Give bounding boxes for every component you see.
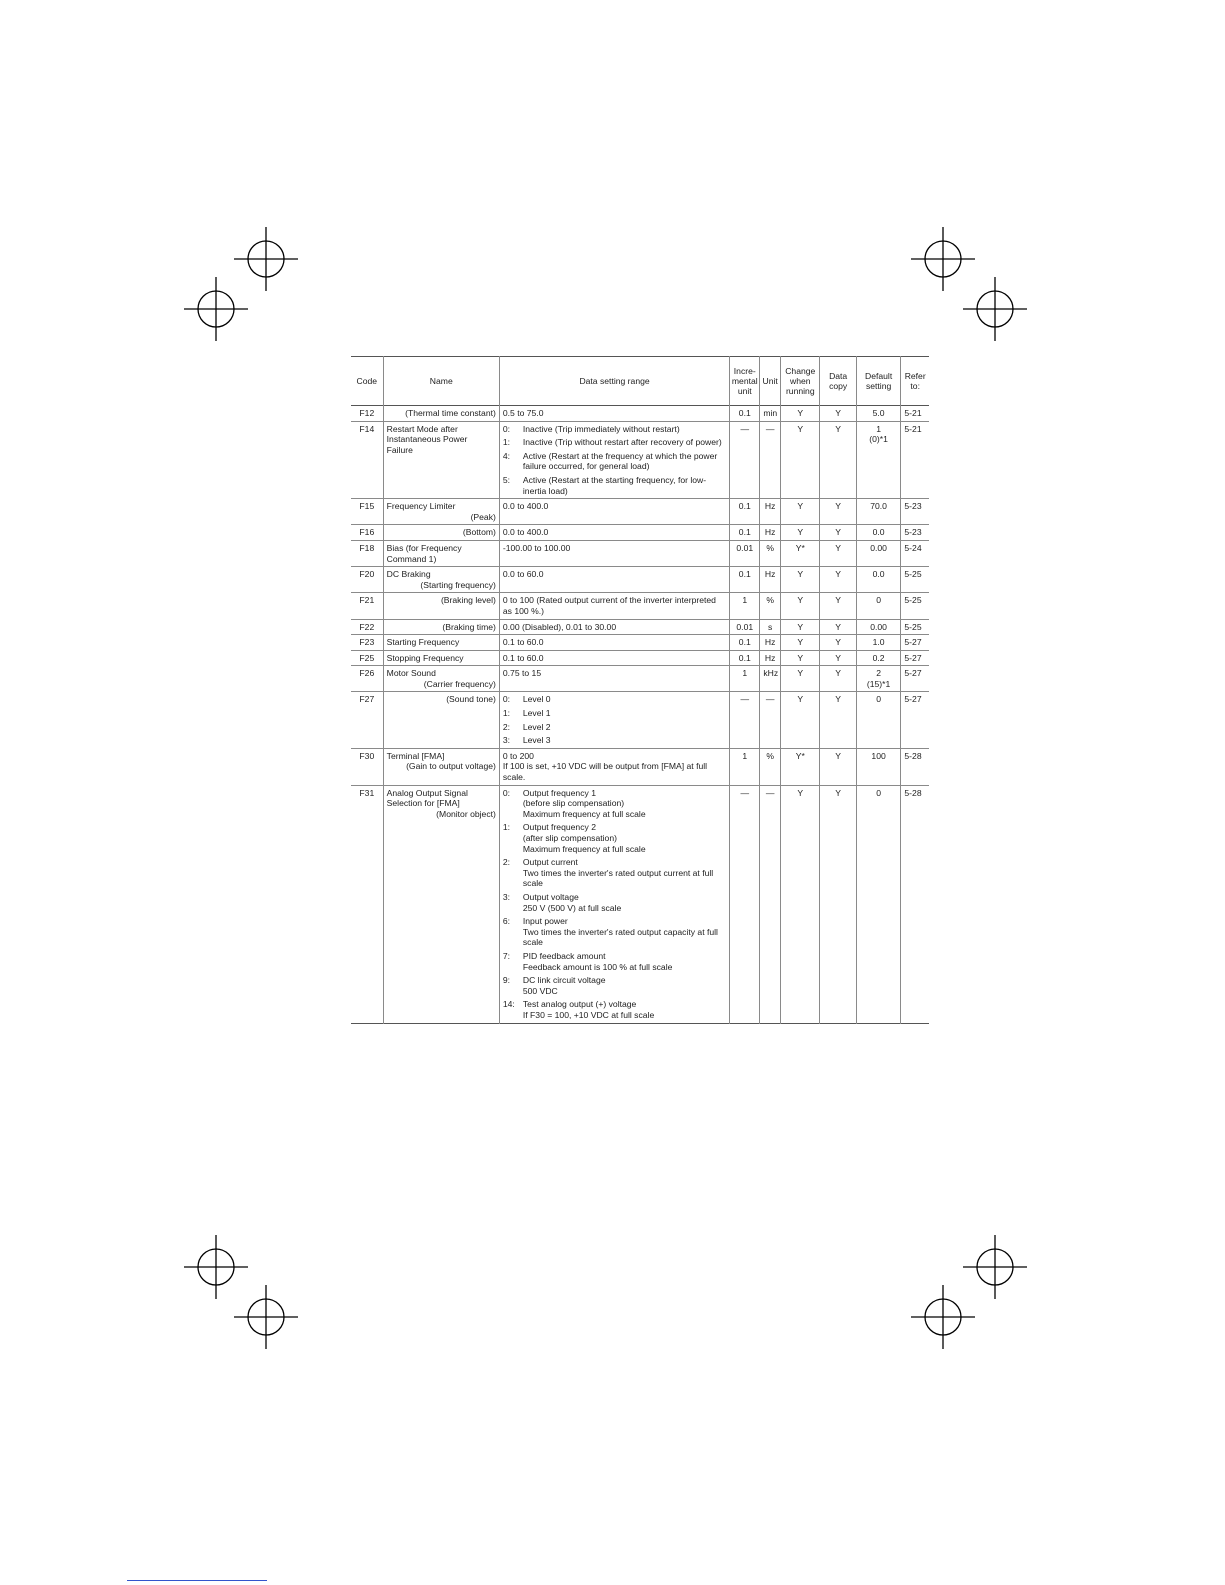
parameter-subname: (Peak) (470, 511, 496, 522)
header-refer: Refer to: (901, 357, 929, 406)
parameter-subname: (Sound tone) (446, 694, 496, 705)
cell-code: F30 (359, 750, 375, 761)
setting-option (503, 722, 726, 733)
cell-increment: 0.1 (730, 525, 760, 541)
setting-range: 0.75 to 15 (502, 668, 542, 679)
cell-refer: 5-27 (901, 666, 929, 692)
cell-unit: Hz (760, 525, 781, 541)
cell-code: F16 (359, 527, 375, 538)
setting-option (503, 424, 726, 435)
cell-name (383, 567, 499, 593)
cell-range (499, 692, 729, 748)
cell-refer: 5-28 (901, 748, 929, 785)
cell-code: F26 (359, 668, 375, 679)
setting-range: 0.0 to 400.0 (502, 527, 549, 538)
cell-increment: 0.1 (730, 635, 760, 651)
option-text: Active (Restart at the frequency at which the power failure occurred, for general load) (522, 450, 718, 472)
option-number: 14: (502, 999, 515, 1010)
cell-range (499, 540, 729, 566)
cell-unit: % (760, 540, 781, 566)
setting-option (503, 708, 726, 719)
header-name: Name (383, 357, 499, 406)
parameter-name: Analog Output Signal Selection for [FMA] (386, 787, 468, 809)
parameter-name: Frequency Limiter (386, 501, 456, 512)
cell-unit: % (760, 748, 781, 785)
cell-name (383, 619, 499, 635)
cell-code: F21 (359, 595, 375, 606)
cell-code: F23 (359, 637, 375, 648)
cell-change: Y (781, 525, 820, 541)
cell-change: Y (781, 593, 820, 619)
option-text: Level 1 (522, 708, 551, 719)
header-copy: Data copy (820, 357, 856, 406)
setting-range: 0.5 to 75.0 (502, 408, 544, 418)
parameter-name: DC Braking (386, 569, 431, 580)
header-change: Change when running (781, 357, 820, 406)
parameter-name: Terminal [FMA] (386, 750, 445, 761)
cell-unit: — (760, 692, 781, 748)
cell-name (383, 421, 499, 499)
setting-option (503, 475, 726, 496)
parameter-subname: (Carrier frequency) (423, 678, 496, 689)
cell-change: Y (781, 650, 820, 666)
table-row (351, 540, 929, 566)
cell-increment: 0.1 (730, 567, 760, 593)
setting-option (503, 788, 726, 820)
cell-unit: Hz (760, 635, 781, 651)
table-header-row (351, 357, 929, 406)
option-text: Inactive (Trip immediately without restart) (522, 423, 680, 434)
setting-option (503, 451, 726, 472)
cell-copy: Y (820, 748, 856, 785)
parameter-name: Bias (for Frequency Command 1) (386, 542, 462, 564)
option-text: Test analog output (+) voltage If F30 = 100, +10 VDC at full scale (522, 999, 655, 1020)
cell-copy: Y (820, 406, 856, 422)
cell-name (383, 593, 499, 619)
setting-range: 0 to 100 (Rated output current of the inverter interpreted as 100 %.) (502, 595, 716, 616)
cell-unit: Hz (760, 499, 781, 525)
cell-refer: 5-21 (901, 421, 929, 499)
cell-copy: Y (820, 593, 856, 619)
cell-change: Y (781, 406, 820, 422)
cell-default: 70.0 (856, 499, 901, 525)
cell-default: 0.00 (856, 619, 901, 635)
parameter-subname: (Thermal time constant) (405, 408, 496, 418)
cell-refer: 5-27 (901, 635, 929, 651)
table-row (351, 593, 929, 619)
setting-option (503, 694, 726, 705)
cell-range (499, 650, 729, 666)
option-number: 3: (502, 735, 511, 746)
option-number: 0: (502, 694, 511, 705)
cell-range (499, 666, 729, 692)
option-number: 4: (502, 450, 511, 461)
header-unit: Unit (760, 357, 781, 406)
cell-refer: 5-23 (901, 525, 929, 541)
cell-code: F20 (359, 569, 375, 580)
cell-name (383, 406, 499, 422)
footer-underline (127, 1580, 267, 1581)
cell-name (383, 692, 499, 748)
cell-change: Y (781, 421, 820, 499)
cell-name (383, 540, 499, 566)
cell-name (383, 650, 499, 666)
cell-range (499, 785, 729, 1023)
cell-code: F14 (359, 423, 375, 434)
parameter-name: Stopping Frequency (386, 652, 464, 663)
table-row (351, 619, 929, 635)
table-row (351, 635, 929, 651)
cell-range (499, 593, 729, 619)
cell-change: Y (781, 692, 820, 748)
setting-range: 0.00 (Disabled), 0.01 to 30.00 (502, 621, 617, 632)
option-text: Output frequency 2 (after slip compensation) Maximum frequency at full scale (522, 822, 646, 854)
cell-default: 0.00 (856, 540, 901, 566)
cell-unit: — (760, 421, 781, 499)
cell-refer: 5-25 (901, 619, 929, 635)
cell-change: Y (781, 619, 820, 635)
cell-unit: Hz (760, 567, 781, 593)
cell-refer: 5-27 (901, 692, 929, 748)
table-body (351, 406, 929, 1024)
cell-refer: 5-25 (901, 593, 929, 619)
function-code-table (351, 356, 929, 1024)
cell-increment: 0.1 (730, 499, 760, 525)
header-range: Data setting range (499, 357, 729, 406)
parameter-subname: (Braking level) (440, 595, 496, 606)
setting-option (503, 735, 726, 746)
cell-copy: Y (820, 635, 856, 651)
cell-increment: 1 (730, 666, 760, 692)
cell-default: 0 (856, 692, 901, 748)
option-text: Output frequency 1 (before slip compensation) Maximum frequency at full scale (522, 787, 646, 819)
cell-range (499, 406, 729, 422)
option-text: Level 2 (522, 721, 551, 732)
header-default: Default setting (856, 357, 901, 406)
option-text: Active (Restart at the starting frequency, for low-inertia load) (522, 474, 707, 496)
cell-refer: 5-28 (901, 785, 929, 1023)
parameter-subname: (Braking time) (442, 621, 496, 632)
cell-increment: — (730, 692, 760, 748)
cell-code: F18 (359, 542, 375, 553)
option-number: 2: (502, 857, 511, 868)
cell-copy: Y (820, 421, 856, 499)
option-text: Level 3 (522, 735, 551, 746)
cell-refer: 5-23 (901, 499, 929, 525)
setting-option (503, 437, 726, 448)
option-number: 3: (502, 891, 511, 902)
cell-increment: — (730, 785, 760, 1023)
parameter-name: Motor Sound (386, 668, 436, 679)
option-text: DC link circuit voltage 500 VDC (522, 975, 606, 996)
cell-change: Y (781, 666, 820, 692)
registration-mark-icon (963, 277, 1027, 341)
parameter-table (351, 356, 929, 1024)
table-row (351, 567, 929, 593)
cell-change: Y* (781, 748, 820, 785)
cell-unit: % (760, 593, 781, 619)
option-text: Input power Two times the inverter's rated output capacity at full scale (522, 916, 718, 948)
option-number: 1: (502, 437, 511, 448)
setting-option (503, 975, 726, 996)
cell-name (383, 499, 499, 525)
cell-increment: 1 (730, 748, 760, 785)
parameter-name: Restart Mode after Instantaneous Power Failure (386, 423, 468, 455)
cell-range (499, 525, 729, 541)
option-number: 6: (502, 916, 511, 927)
option-number: 5: (502, 474, 511, 485)
cell-default: 0.0 (856, 567, 901, 593)
cell-default: 0.0 (856, 525, 901, 541)
cell-range (499, 619, 729, 635)
setting-range: 0.1 to 60.0 (502, 652, 544, 663)
header-code: Code (356, 376, 378, 386)
cell-copy: Y (820, 567, 856, 593)
parameter-subname: (Gain to output voltage) (406, 761, 496, 772)
cell-code: F15 (359, 501, 375, 512)
cell-copy: Y (820, 650, 856, 666)
cell-code: F25 (359, 652, 375, 663)
cell-refer: 5-25 (901, 567, 929, 593)
setting-range: 0 to 200 If 100 is set, +10 VDC will be output from [FMA] at full scale. (502, 750, 708, 783)
parameter-subname: (Bottom) (462, 527, 496, 538)
cell-unit: kHz (760, 666, 781, 692)
cell-refer: 5-24 (901, 540, 929, 566)
cell-increment: 0.1 (730, 406, 760, 422)
cell-name (383, 666, 499, 692)
cell-copy: Y (820, 785, 856, 1023)
cell-default: 100 (856, 748, 901, 785)
table-row (351, 748, 929, 785)
cell-range (499, 567, 729, 593)
setting-option (503, 951, 726, 972)
table-row (351, 666, 929, 692)
setting-option (503, 999, 726, 1020)
cell-range (499, 499, 729, 525)
header-increment: Incre- mental unit (730, 357, 760, 406)
cell-range (499, 421, 729, 499)
setting-range: -100.00 to 100.00 (502, 542, 571, 553)
option-number: 2: (502, 721, 511, 732)
option-number: 9: (502, 975, 511, 986)
registration-mark-icon (234, 1285, 298, 1349)
cell-copy: Y (820, 499, 856, 525)
registration-mark-icon (911, 1285, 975, 1349)
option-number: 1: (502, 822, 511, 833)
option-text: Output current Two times the inverter's rated output current at full scale (522, 857, 714, 889)
registration-mark-icon (184, 277, 248, 341)
cell-range (499, 748, 729, 785)
cell-unit: min (760, 406, 781, 422)
option-text: Level 0 (522, 694, 551, 705)
cell-refer: 5-21 (901, 406, 929, 422)
option-number: 0: (502, 423, 511, 434)
cell-change: Y (781, 499, 820, 525)
parameter-subname: (Monitor object) (436, 808, 496, 819)
cell-refer: 5-27 (901, 650, 929, 666)
cell-default: 2 (15)*1 (856, 666, 901, 692)
setting-range: 0.0 to 60.0 (502, 569, 544, 580)
setting-option (503, 857, 726, 889)
cell-increment: — (730, 421, 760, 499)
cell-range (499, 635, 729, 651)
setting-option (503, 822, 726, 854)
cell-unit: — (760, 785, 781, 1023)
cell-change: Y* (781, 540, 820, 566)
cell-default: 1.0 (856, 635, 901, 651)
cell-copy: Y (820, 525, 856, 541)
cell-increment: 1 (730, 593, 760, 619)
cell-default: 1 (0)*1 (856, 421, 901, 499)
cell-unit: Hz (760, 650, 781, 666)
cell-increment: 0.1 (730, 650, 760, 666)
option-text: Output voltage 250 V (500 V) at full scale (522, 891, 622, 913)
cell-increment: 0.01 (730, 540, 760, 566)
cell-code: F22 (359, 621, 375, 632)
table-row (351, 499, 929, 525)
cell-default: 0 (856, 785, 901, 1023)
setting-range: 0.0 to 400.0 (502, 501, 549, 512)
cell-code: F27 (359, 694, 375, 705)
option-number: 7: (502, 950, 511, 961)
cell-unit: s (760, 619, 781, 635)
cell-name (383, 635, 499, 651)
table-row (351, 692, 929, 748)
cell-default: 0 (856, 593, 901, 619)
setting-option (503, 916, 726, 948)
setting-option (503, 892, 726, 913)
cell-copy: Y (820, 692, 856, 748)
cell-code: F31 (359, 787, 375, 798)
table-row (351, 650, 929, 666)
cell-code: F12 (359, 408, 375, 418)
cell-default: 0.2 (856, 650, 901, 666)
cell-increment: 0.01 (730, 619, 760, 635)
table-row (351, 406, 929, 422)
cell-copy: Y (820, 540, 856, 566)
option-text: Inactive (Trip without restart after recovery of power) (522, 437, 722, 448)
cell-copy: Y (820, 666, 856, 692)
cell-default: 5.0 (856, 406, 901, 422)
cell-change: Y (781, 635, 820, 651)
option-number: 1: (502, 708, 511, 719)
cell-name (383, 748, 499, 785)
parameter-subname: (Starting frequency) (420, 579, 496, 590)
cell-name (383, 525, 499, 541)
option-number: 0: (502, 787, 511, 798)
table-row (351, 421, 929, 499)
table-row (351, 525, 929, 541)
setting-range: 0.1 to 60.0 (502, 637, 544, 648)
option-text: PID feedback amount Feedback amount is 100 % at full scale (522, 950, 673, 972)
parameter-name: Starting Frequency (386, 637, 460, 648)
cell-copy: Y (820, 619, 856, 635)
cell-change: Y (781, 567, 820, 593)
cell-name (383, 785, 499, 1023)
cell-change: Y (781, 785, 820, 1023)
table-row (351, 785, 929, 1023)
